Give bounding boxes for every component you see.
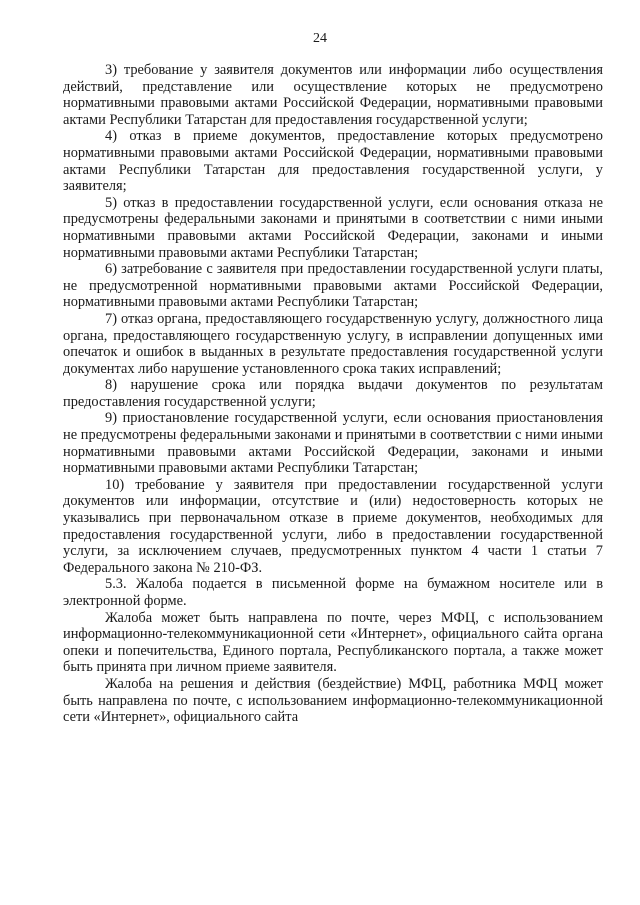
paragraph-item-4: 4) отказ в приеме документов, предоставление которых предусмотрено нормативными правовыми актами Российской Федерации, нормативными правовыми актами Республики Татарстан для предоставления государственной услуги, у заявителя; (63, 128, 603, 195)
body-text (63, 62, 603, 726)
paragraph-item-10: 10) требование у заявителя при предоставлении государственной услуги документов или информации, отсутствие и (или) недостоверность которых не указывались при первоначальном отказе в приеме документов, необходимых для предоставления государственной услуги, либо в предоставлении государственной услуги, за исключением случаев, предусмотренных пунктом 4 части 1 статьи 7 Федерального закона № 210-ФЗ. (63, 476, 603, 576)
paragraph-item-9: 9) приостановление государственной услуги, если основания приостановления не предусмотрены федеральными законами и принятыми в соответствии с ними иными нормативными правовыми актами Российской Федерации, законами и иными нормативными правовыми актами Республики Татарстан; (63, 410, 603, 477)
paragraph-mfc-complaint: Жалоба на решения и действия (бездействие) МФЦ, работника МФЦ может быть направлена по почте, с использованием информационно-телекоммуникационной сети «Интернет», официального сайта (63, 675, 603, 726)
paragraph-item-8: 8) нарушение срока или порядка выдачи документов по результатам предоставления государственной услуги; (63, 377, 603, 410)
paragraph-section-5-3: 5.3. Жалоба подается в письменной форме на бумажном носителе или в электронной форме. (63, 576, 603, 609)
paragraph-item-3: 3) требование у заявителя документов или информации либо осуществления действий, представление или осуществление которых не предусмотрено нормативными правовыми актами Российской Федерации, нормативными правовыми актами Республики Татарстан для предоставления государственной услуги; (63, 62, 603, 128)
paragraph-item-7: 7) отказ органа, предоставляющего государственную услугу, должностного лица органа, предоставляющего государственную услугу, в исправлении допущенных ими опечаток и ошибок в выданных в результате предоставления государственной услуги документах либо нарушение установленного срока таких исправлений; (63, 310, 603, 377)
page-number: 24 (313, 31, 327, 46)
paragraph-complaint-channels: Жалоба может быть направлена по почте, через МФЦ, с использованием информационно-телекоммуникационной сети «Интернет», официального сайта органа опеки и попечительства, Единого портала, Республиканского портала, а также может быть принята при личном приеме заявителя. (63, 609, 603, 676)
paragraph-item-5: 5) отказ в предоставлении государственной услуги, если основания отказа не предусмотрены федеральными законами и принятыми в соответствии с ними иными нормативными правовыми актами Российской Федерации, законами и иными нормативными правовыми актами Республики Татарстан; (63, 194, 603, 261)
paragraph-item-6: 6) затребование с заявителя при предоставлении государственной услуги платы, не предусмотренной нормативными правовыми актами Российской Федерации, нормативными правовыми актами Республики Татарстан; (63, 261, 603, 311)
